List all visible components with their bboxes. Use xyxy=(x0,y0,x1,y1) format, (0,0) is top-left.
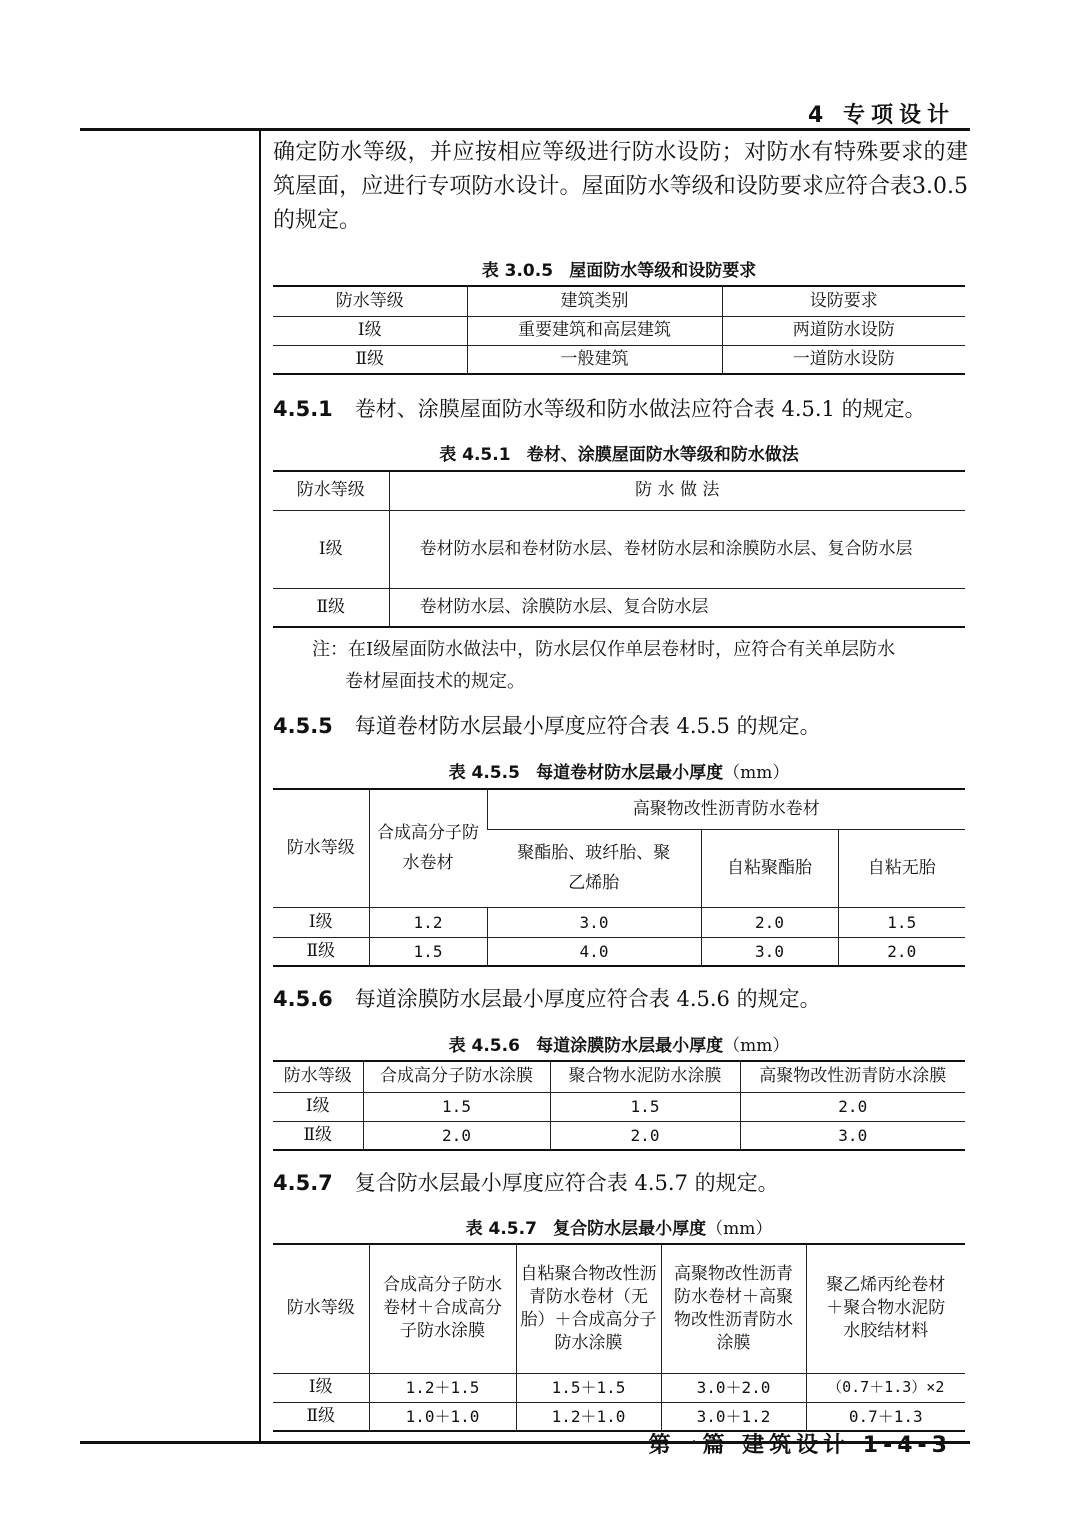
table-header-cell: 防水等级 xyxy=(273,1244,369,1373)
table-row: Ⅰ级 1.2＋1.5 1.5＋1.5 3.0＋2.0 （0.7＋1.3）×2 xyxy=(273,1373,965,1402)
table-305-caption: 表 3.0.5 屋面防水等级和设防要求 xyxy=(481,261,757,281)
table-455 xyxy=(273,788,965,967)
table-header-cell: 防水等级 xyxy=(273,789,369,907)
chapter-header: 4 专项设计 xyxy=(808,103,955,128)
table-header-cell: 合成高分子防水卷材＋合成高分子防水涂膜 xyxy=(369,1244,516,1373)
table-305 xyxy=(273,285,965,375)
table-row: Ⅱ级 一般建筑 一道防水设防 xyxy=(273,345,965,374)
table-row: Ⅱ级 1.0＋1.0 1.2＋1.0 3.0＋1.2 0.7＋1.3 xyxy=(273,1402,965,1431)
table-header-cell: 合成高分子防水涂膜 xyxy=(363,1061,550,1092)
table-row: Ⅱ级 2.0 2.0 3.0 xyxy=(273,1121,965,1150)
table-header-cell: 自粘聚酯胎 xyxy=(701,829,838,907)
table-header-cell: 防 水 做 法 xyxy=(389,471,965,510)
table-header-cell: 高聚物改性沥青防水涂膜 xyxy=(740,1061,965,1092)
table-header-cell: 高聚物改性沥青防水卷材＋高聚物改性沥青防水涂膜 xyxy=(661,1244,806,1373)
table-457-caption: 表 4.5.7 复合防水层最小厚度（mm） xyxy=(465,1219,773,1239)
table-451 xyxy=(273,470,965,628)
margin-rule xyxy=(259,128,261,1444)
table-header-cell: 设防要求 xyxy=(722,286,965,316)
clause-455: 4.5.5 每道卷材防水层最小厚度应符合表 4.5.5 的规定。 xyxy=(273,714,821,738)
table-451-caption: 表 4.5.1 卷材、涂膜屋面防水等级和防水做法 xyxy=(439,445,799,465)
table-row: Ⅱ级 卷材防水层、涂膜防水层、复合防水层 xyxy=(273,588,965,627)
table-header-cell: 防水等级 xyxy=(273,1061,363,1092)
table-header-cell: 高聚物改性沥青防水卷材 xyxy=(487,789,965,829)
table-row: Ⅰ级 重要建筑和高层建筑 两道防水设防 xyxy=(273,316,965,345)
table-header-cell: 建筑类别 xyxy=(467,286,722,316)
table-header-cell: 聚酯胎、玻纤胎、聚乙烯胎 xyxy=(487,829,701,907)
table-header-cell: 聚合物水泥防水涂膜 xyxy=(550,1061,740,1092)
table-row: Ⅱ级 1.5 4.0 3.0 2.0 xyxy=(273,937,965,966)
table-row: Ⅰ级 卷材防水层和卷材防水层、卷材防水层和涂膜防水层、复合防水层 xyxy=(273,510,965,588)
table-header-cell: 合成高分子防水卷材 xyxy=(369,789,487,907)
table-header-cell: 自粘聚合物改性沥青防水卷材（无胎）＋合成高分子防水涂膜 xyxy=(516,1244,661,1373)
table-header-cell: 自粘无胎 xyxy=(838,829,965,907)
clause-457: 4.5.7 复合防水层最小厚度应符合表 4.5.7 的规定。 xyxy=(273,1171,779,1195)
table-header-cell: 防水等级 xyxy=(273,471,389,510)
table-header-cell: 聚乙烯丙纶卷材＋聚合物水泥防水胶结材料 xyxy=(806,1244,965,1373)
page-footer: 第一篇 建筑设计 1-4-3 xyxy=(648,1433,952,1458)
table-456 xyxy=(273,1060,965,1151)
table-header-cell: 防水等级 xyxy=(273,286,467,316)
header-rule xyxy=(80,128,970,131)
clause-456: 4.5.6 每道涂膜防水层最小厚度应符合表 4.5.6 的规定。 xyxy=(273,987,821,1011)
table-455-caption: 表 4.5.5 每道卷材防水层最小厚度（mm） xyxy=(448,763,790,783)
table-row: Ⅰ级 1.2 3.0 2.0 1.5 xyxy=(273,907,965,937)
intro-paragraph: 确定防水等级，并应按相应等级进行防水设防；对防水有特殊要求的建筑屋面，应进行专项防水设计。屋面防水等级和设防要求应符合表3.0.5的规定。 xyxy=(273,140,968,233)
clause-451: 4.5.1 卷材、涂膜屋面防水等级和防水做法应符合表 4.5.1 的规定。 xyxy=(273,397,926,421)
table-457 xyxy=(273,1243,965,1432)
table-451-note: 注：在Ⅰ级屋面防水做法中，防水层仅作单层卷材时，应符合有关单层防水 卷材屋面技术的规定。 xyxy=(312,639,896,692)
table-456-caption: 表 4.5.6 每道涂膜防水层最小厚度（mm） xyxy=(448,1036,790,1056)
table-row: Ⅰ级 1.5 1.5 2.0 xyxy=(273,1092,965,1121)
